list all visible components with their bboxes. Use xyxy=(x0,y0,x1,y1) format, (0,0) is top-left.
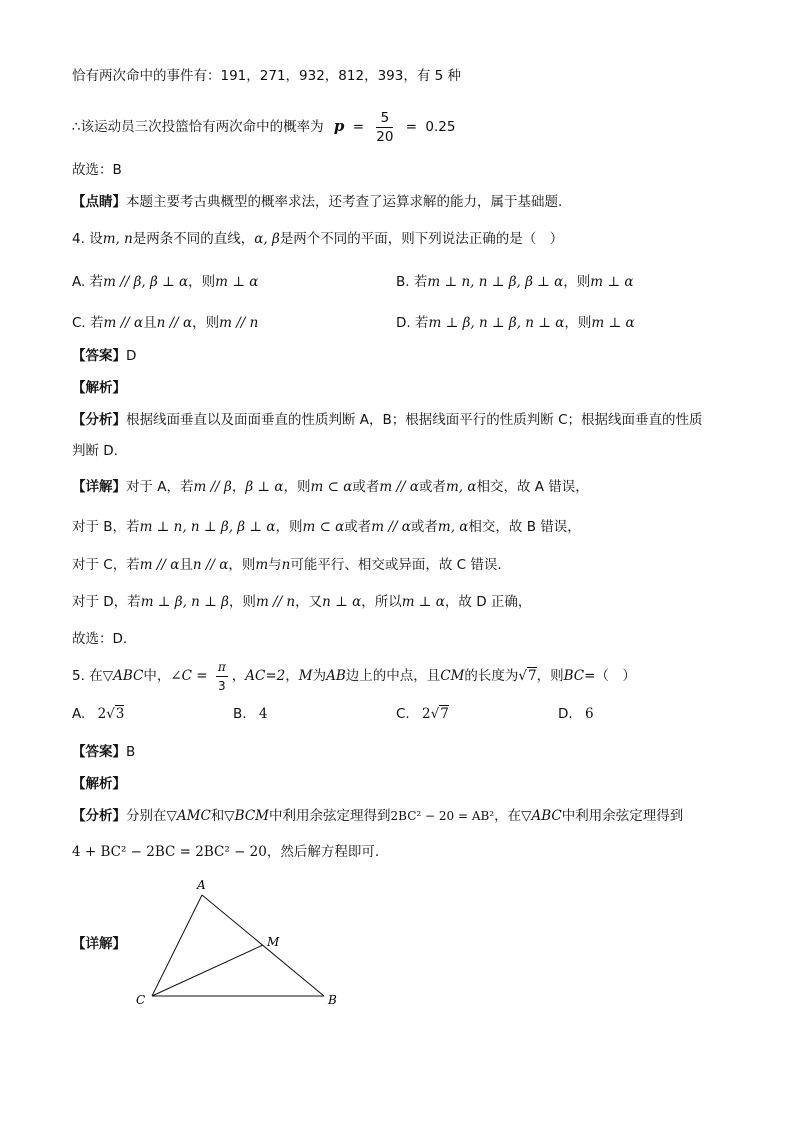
d2-m3: m // α xyxy=(371,519,411,535)
q5-opt-d-label: D. xyxy=(558,706,573,722)
q5-option-c xyxy=(396,706,449,722)
q5-stem-c: ， xyxy=(231,668,246,684)
q5-stem-cm: CM xyxy=(440,668,465,684)
q5-stem-f: 边上的中点，且 xyxy=(345,668,441,684)
q5-opt-a-label: A. xyxy=(72,706,86,722)
q5-option-b xyxy=(233,706,267,722)
d1-e: 或者 xyxy=(418,479,446,495)
q5-stem-tri: ▽ABC xyxy=(102,668,144,684)
d2-d: 或者 xyxy=(410,519,438,535)
q5-f1-a: 分别在 xyxy=(126,808,167,824)
q5-opt-a-sqrt: √3 xyxy=(106,706,125,722)
q4-opt-a-m2: m ⊥ α xyxy=(215,274,259,290)
d2-c: 或者 xyxy=(344,519,372,535)
q4-analysis-tag: 【解析】 xyxy=(72,380,126,396)
q5-stem-g: 的长度为 xyxy=(464,668,519,684)
d3-m2: n // α xyxy=(192,557,229,573)
q4-option-d xyxy=(396,311,635,331)
q4-option-a xyxy=(72,270,258,290)
q5-opt-c-sqrt: √7 xyxy=(430,706,449,722)
d2-m2: m ⊂ α xyxy=(302,519,345,535)
d3-m1: m // α xyxy=(139,557,180,573)
d4-m1: m ⊥ β, n ⊥ β xyxy=(140,594,229,610)
median-cm xyxy=(152,945,263,996)
q4-opt-b-t1: 若 xyxy=(413,274,428,290)
q5-stem-h: ，则 xyxy=(536,668,564,684)
q4-opt-d-t2: ，则 xyxy=(564,315,592,331)
q4-stem-a: 设 xyxy=(89,231,103,247)
q5-opt-b-val: 4 xyxy=(258,706,268,722)
q5-stem xyxy=(72,656,636,696)
d3-e: 可能平行、相交或异面，故 C 错误. xyxy=(290,557,502,573)
d1-f: 相交，故 A 错误， xyxy=(476,479,589,495)
q5-number: 5. xyxy=(72,668,85,684)
q5-fenxi-line2 xyxy=(72,842,379,862)
q5-option-a xyxy=(72,706,124,722)
q4-fenxi-line2: 判断 D. xyxy=(72,443,118,459)
prob-eq2: = xyxy=(405,119,418,135)
q5-f1-c: 中利用余弦定理得到 xyxy=(269,808,391,824)
d3-c: ，则 xyxy=(228,557,256,573)
q4-opt-d-label: D. xyxy=(396,315,411,331)
comment-text: 本题主要考古典概型的概率求法，还考查了运算求解的能力，属于基础题. xyxy=(126,194,563,210)
q5-f1-eq: 2BC² − 20 = AB² xyxy=(390,809,495,823)
q5-opt-c-label: C. xyxy=(396,706,410,722)
q4-stem-mn: m, n xyxy=(102,231,133,247)
q4-answer-tag: 【答案】 xyxy=(72,348,126,364)
prob-den: 20 xyxy=(376,128,394,145)
d4-m2: m // n xyxy=(255,594,296,610)
q4-opt-d-m2: m ⊥ α xyxy=(591,315,635,331)
d1-c: ，则 xyxy=(283,479,311,495)
q5-stem-d: ， xyxy=(285,668,299,684)
q4-opt-a-t1: 若 xyxy=(89,274,104,290)
q4-detail-4 xyxy=(72,592,531,612)
q5-option-d xyxy=(558,706,594,722)
q4-fenxi-text1: 根据线面垂直以及面面垂直的性质判断 A，B；根据线面平行的性质判断 C；根据线面垂直的性质 xyxy=(126,412,703,428)
q5-f1-t1: ▽AMC xyxy=(166,808,211,824)
prev-comment xyxy=(72,192,562,212)
d1-d: 或者 xyxy=(352,479,380,495)
d4-e: ，故 D 正确， xyxy=(444,594,532,610)
q4-opt-c-label: C. xyxy=(72,315,86,331)
d1-m4: m // α xyxy=(379,479,419,495)
q4-detail-3 xyxy=(72,555,502,575)
prob-eq: = xyxy=(352,119,364,135)
q5-opt-a-coef: 2 xyxy=(97,706,107,722)
d2-m1: m ⊥ n, n ⊥ β, β ⊥ α xyxy=(139,519,276,535)
q5-f1-t2: ▽BCM xyxy=(224,808,270,824)
d2-b: ，则 xyxy=(275,519,303,535)
d1-m1: m // β xyxy=(193,479,232,495)
q5-f1-e: 中利用余弦定理得到 xyxy=(561,808,684,824)
d4-a: 对于 D，若 xyxy=(72,594,141,610)
prev-answer: 故选：B xyxy=(72,162,122,178)
d3-a: 对于 C，若 xyxy=(72,557,140,573)
d4-m4: m ⊥ α xyxy=(401,594,445,610)
q4-number: 4. xyxy=(72,231,85,247)
midpoint-m-label: M xyxy=(267,935,280,949)
prob-fraction xyxy=(376,109,393,146)
q4-opt-a-t2: ，则 xyxy=(188,274,216,290)
d3-m4: n xyxy=(281,557,291,573)
prob-p: p xyxy=(333,117,345,135)
events-line: 恰有两次命中的事件有：191，271，932，812，393，有 5 种 xyxy=(72,68,462,84)
d2-e: 相交，故 B 错误， xyxy=(468,519,581,535)
d4-d: ，所以 xyxy=(361,594,402,610)
prob-prefix: ∴该运动员三次投篮恰有两次命中的概率为 xyxy=(72,119,324,135)
d3-b: 且 xyxy=(179,557,193,573)
q4-stem-b: 是两条不同的直线， xyxy=(132,231,255,247)
q4-fenxi-line1 xyxy=(72,410,703,430)
q5-stem-sqrt7: 7 xyxy=(528,668,537,684)
d1-a: 对于 A，若 xyxy=(126,479,194,495)
q4-opt-a-label: A. xyxy=(72,274,86,290)
q5-f2-a: ，然后解方程即可. xyxy=(266,844,380,860)
q5-stem-ac: AC=2 xyxy=(245,668,286,684)
q5-stem-m: M xyxy=(298,668,313,684)
q4-opt-c-t2: 且 xyxy=(143,315,157,331)
q5-stem-i: =（ ） xyxy=(584,668,636,684)
edge-ca xyxy=(152,895,202,996)
q5-opt-c-coef: 2 xyxy=(422,706,431,722)
d4-c: ，又 xyxy=(295,594,323,610)
q4-opt-a-m1: m // β, β ⊥ α xyxy=(103,274,189,290)
q5-pi: π xyxy=(216,658,228,677)
d4-m3: n ⊥ α xyxy=(322,594,362,610)
q5-opt-b-label: B. xyxy=(233,706,247,722)
q5-answer xyxy=(72,742,135,762)
q5-stem-b: 中， xyxy=(143,668,171,684)
q5-opt-a-rad: 3 xyxy=(115,706,125,722)
q5-analysis-tag: 【解析】 xyxy=(72,776,126,792)
q5-opt-c-rad: 7 xyxy=(440,706,449,722)
q4-detail-1 xyxy=(72,477,589,497)
vertex-b-label: B xyxy=(328,993,337,1007)
d3-m3: m xyxy=(255,557,269,573)
d1-b: ， xyxy=(231,479,246,495)
q5-stem-ab: AB xyxy=(326,668,346,684)
q4-answer-value: D xyxy=(126,348,137,364)
q5-fenxi-tag: 【分析】 xyxy=(72,808,126,824)
q4-option-b xyxy=(396,270,633,290)
prob-value: 0.25 xyxy=(425,119,456,135)
q5-stem-a: 在 xyxy=(89,668,103,684)
q5-f1-d: ，在 xyxy=(494,808,522,824)
q4-stem-ab: α, β xyxy=(254,231,280,247)
q4-detail-tag: 【详解】 xyxy=(72,479,126,495)
comment-tag: 【点睛】 xyxy=(72,194,126,210)
q5-stem-angle: ∠C = xyxy=(170,668,208,684)
q4-opt-b-m1: m ⊥ n, n ⊥ β, β ⊥ α xyxy=(427,274,564,290)
q5-answer-value: B xyxy=(126,744,136,760)
q4-opt-c-m1: m // α xyxy=(103,315,144,331)
q5-opt-d-val: 6 xyxy=(584,706,594,722)
triangle-figure xyxy=(130,875,350,1015)
d3-d: 与 xyxy=(268,557,282,573)
vertex-a-label: A xyxy=(197,878,206,892)
q4-option-c xyxy=(72,311,258,331)
prob-num: 5 xyxy=(376,109,393,128)
q4-final: 故选：D. xyxy=(72,631,128,647)
q5-stem-sqrt: √7 xyxy=(518,668,537,684)
q5-detail-tag: 【详解】 xyxy=(72,936,126,952)
q5-answer-tag: 【答案】 xyxy=(72,744,126,760)
q4-opt-c-m2: n // α xyxy=(156,315,193,331)
q4-opt-c-t1: 若 xyxy=(90,315,104,331)
q4-detail-2 xyxy=(72,517,581,537)
q5-angle-fraction xyxy=(216,658,228,695)
q5-f2-eq: 4 + BC² − 2BC = 2BC² − 20 xyxy=(72,844,267,860)
q4-fenxi-tag: 【分析】 xyxy=(72,412,126,428)
q5-fenxi-line1 xyxy=(72,806,683,826)
q4-answer xyxy=(72,346,136,366)
q4-stem-c: 是两个不同的平面，则下列说法正确的是（ ） xyxy=(279,231,564,247)
q4-opt-d-m1: m ⊥ β, n ⊥ β, n ⊥ α xyxy=(428,315,565,331)
d1-m3: m ⊂ α xyxy=(310,479,353,495)
q4-stem xyxy=(72,229,563,249)
d2-m4: m, α xyxy=(437,519,469,535)
q5-three: 3 xyxy=(218,678,226,693)
q4-opt-c-t3: ，则 xyxy=(192,315,220,331)
q4-opt-d-t1: 若 xyxy=(414,315,429,331)
q5-stem-e: 为 xyxy=(312,668,327,684)
q5-stem-bc: BC xyxy=(563,668,585,684)
q4-opt-c-m3: m // n xyxy=(219,315,259,331)
q5-f1-b: 和 xyxy=(210,808,225,824)
d1-m5: m, α xyxy=(445,479,477,495)
q4-opt-b-m2: m ⊥ α xyxy=(590,274,634,290)
probability-line xyxy=(72,106,455,147)
d2-a: 对于 B，若 xyxy=(72,519,140,535)
d4-b: ，则 xyxy=(228,594,256,610)
vertex-c-label: C xyxy=(136,993,146,1007)
q5-f1-t3: ▽ABC xyxy=(521,808,562,824)
q4-opt-b-t2: ，则 xyxy=(563,274,591,290)
q4-opt-b-label: B. xyxy=(396,274,410,290)
d1-m2: β ⊥ α xyxy=(245,479,284,495)
